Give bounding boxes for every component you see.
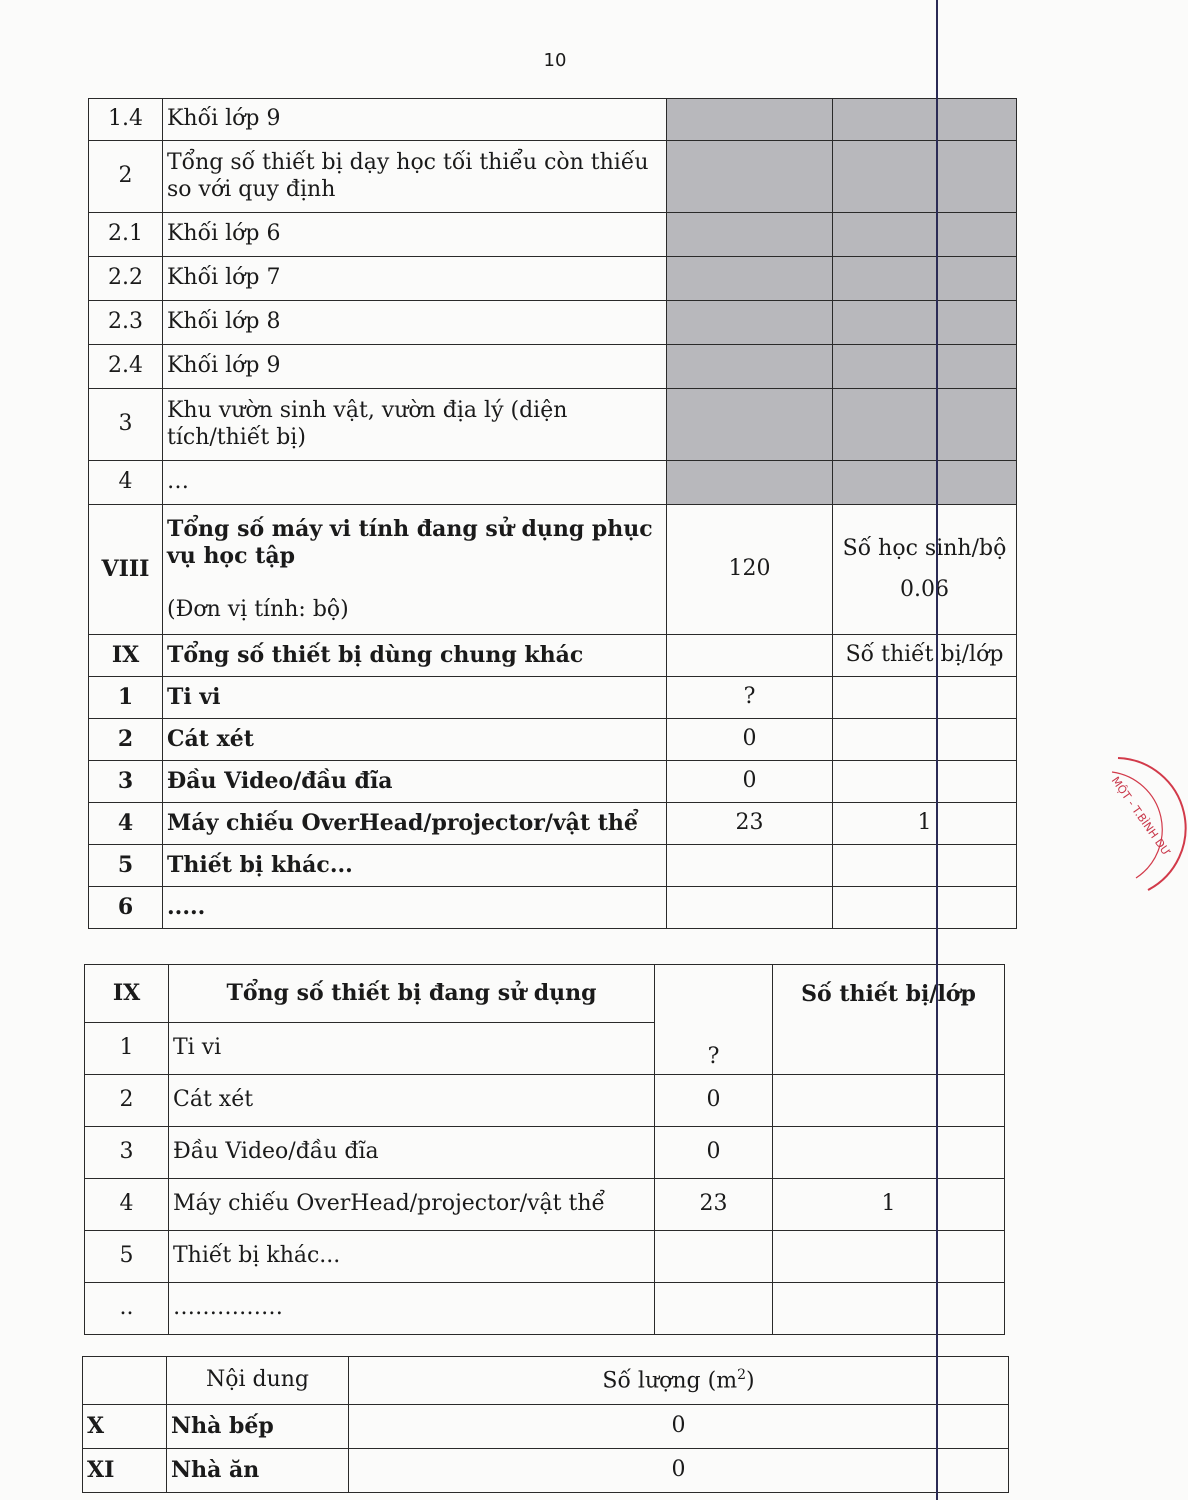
row-per-class — [833, 761, 1017, 803]
row-label: ..... — [163, 887, 667, 929]
row-label: Máy chiếu OverHead/projector/vật thể — [163, 803, 667, 845]
row-label: Đầu Video/đầu đĩa — [169, 1127, 655, 1179]
table-row — [85, 1127, 1005, 1179]
row-label: Đầu Video/đầu đĩa — [163, 761, 667, 803]
shaded-cell — [833, 141, 1017, 213]
row-per-class: 1 — [773, 1179, 1005, 1231]
table-header-row — [83, 1357, 1009, 1405]
section-title: Tổng số thiết bị dùng chung khác — [163, 635, 667, 677]
row-number: 2.1 — [89, 213, 163, 257]
row-number: .. — [85, 1283, 169, 1335]
shaded-cell — [667, 389, 833, 461]
row-label: Khu vườn sinh vật, vườn địa lý (diện tích/thiết bị) — [163, 389, 667, 461]
shaded-cell — [667, 301, 833, 345]
table-header-row — [85, 965, 1005, 1023]
shaded-cell — [667, 461, 833, 505]
row-number: 3 — [89, 389, 163, 461]
row-label: … — [163, 461, 667, 505]
row-qty: 0 — [667, 719, 833, 761]
row-label: Khối lớp 9 — [163, 99, 667, 141]
row-number: 2 — [89, 141, 163, 213]
table-row — [89, 677, 1017, 719]
row-qty: 0 — [655, 1075, 773, 1127]
row-per-class — [833, 677, 1017, 719]
table-row — [83, 1405, 1009, 1449]
row-per-class: 1 — [833, 803, 1017, 845]
shaded-cell — [667, 345, 833, 389]
shaded-cell — [833, 213, 1017, 257]
row-qty: 0 — [655, 1127, 773, 1179]
row-qty: ? — [655, 965, 773, 1075]
table-row — [89, 719, 1017, 761]
row-number: 2.3 — [89, 301, 163, 345]
row-number: 4 — [85, 1179, 169, 1231]
row-number: 1.4 — [89, 99, 163, 141]
row-label: Máy chiếu OverHead/projector/vật thể — [169, 1179, 655, 1231]
row-qty: 23 — [655, 1179, 773, 1231]
row-label: Khối lớp 8 — [163, 301, 667, 345]
row-per-class — [773, 1127, 1005, 1179]
table-row — [89, 887, 1017, 929]
ratio-label: Số học sinh/bộ — [842, 536, 1007, 562]
table-row — [89, 845, 1017, 887]
row-number: 2.2 — [89, 257, 163, 301]
column-header-content: Nội dung — [167, 1357, 349, 1405]
row-per-class — [773, 1231, 1005, 1283]
page-number: 10 — [543, 50, 567, 71]
scan-line — [936, 0, 938, 1500]
row-number: 2 — [85, 1075, 169, 1127]
shaded-cell — [833, 99, 1017, 141]
row-per-class — [833, 719, 1017, 761]
table-row — [89, 461, 1017, 505]
table-kitchen-dining — [82, 1356, 1009, 1493]
empty-cell — [667, 635, 833, 677]
section-number: VIII — [89, 505, 163, 635]
table-row — [89, 213, 1017, 257]
shaded-cell — [833, 389, 1017, 461]
shaded-cell — [833, 345, 1017, 389]
row-number: X — [83, 1405, 167, 1449]
table-row — [85, 1283, 1005, 1335]
row-number: 2.4 — [89, 345, 163, 389]
table-row — [89, 389, 1017, 461]
row-number: 4 — [89, 461, 163, 505]
row-qty: 23 — [667, 803, 833, 845]
table-row — [89, 301, 1017, 345]
row-label: Ti vi — [163, 677, 667, 719]
section-title: Tổng số thiết bị đang sử dụng — [169, 965, 655, 1023]
row-label: Cát xét — [163, 719, 667, 761]
svg-text:MỘT - T.BÌNH DƯ: MỘT - T.BÌNH DƯ — [1108, 774, 1173, 859]
table-equipment-in-use — [84, 964, 1005, 1335]
table-row — [89, 141, 1017, 213]
row-qty: ? — [667, 677, 833, 719]
row-number: 1 — [85, 1023, 169, 1075]
shaded-cell — [833, 461, 1017, 505]
section-title: Tổng số máy vi tính đang sử dụng phục vụ học tập — [167, 515, 653, 570]
row-number: 3 — [85, 1127, 169, 1179]
row-qty — [655, 1283, 773, 1335]
row-number: 2 — [89, 719, 163, 761]
shaded-cell — [667, 257, 833, 301]
row-value: 0 — [349, 1449, 1009, 1493]
row-number: 5 — [89, 845, 163, 887]
section-viii-row — [89, 505, 1017, 635]
shaded-cell — [667, 99, 833, 141]
table-row — [89, 257, 1017, 301]
table-row — [89, 99, 1017, 141]
row-number: 4 — [89, 803, 163, 845]
row-label: Thiết bị khác... — [169, 1231, 655, 1283]
empty-cell — [83, 1357, 167, 1405]
row-label: …………… — [169, 1283, 655, 1335]
shaded-cell — [833, 301, 1017, 345]
row-number: XI — [83, 1449, 167, 1493]
row-label: Thiết bị khác... — [163, 845, 667, 887]
row-value: 0 — [349, 1405, 1009, 1449]
row-number: 3 — [89, 761, 163, 803]
row-per-class — [773, 1075, 1005, 1127]
row-per-class — [773, 1283, 1005, 1335]
row-number: 5 — [85, 1231, 169, 1283]
shaded-cell — [667, 141, 833, 213]
row-label: Ti vi — [169, 1023, 655, 1075]
ratio-cell — [833, 505, 1017, 635]
computer-count: 120 — [667, 505, 833, 635]
column-label: Số thiết bị/lớp — [773, 965, 1005, 1075]
row-number: 1 — [89, 677, 163, 719]
row-qty — [667, 887, 833, 929]
section-unit: (Đơn vị tính: bộ) — [167, 596, 349, 622]
section-ix-row — [89, 635, 1017, 677]
row-per-class — [833, 887, 1017, 929]
section-number: IX — [89, 635, 163, 677]
row-qty — [667, 845, 833, 887]
section-number: IX — [85, 965, 169, 1023]
row-qty — [655, 1231, 773, 1283]
row-label: Khối lớp 7 — [163, 257, 667, 301]
table-row — [89, 345, 1017, 389]
seal-stamp-icon — [1098, 750, 1188, 900]
row-per-class — [833, 845, 1017, 887]
table-equipment-summary — [88, 98, 1017, 929]
table-row — [85, 1075, 1005, 1127]
table-row — [89, 803, 1017, 845]
row-number: 6 — [89, 887, 163, 929]
quantity-label: Số lượng (m — [602, 1367, 738, 1393]
row-label: Nhà ăn — [167, 1449, 349, 1493]
row-label: Cát xét — [169, 1075, 655, 1127]
row-label: Nhà bếp — [167, 1405, 349, 1449]
row-label: Khối lớp 9 — [163, 345, 667, 389]
column-label: Số thiết bị/lớp — [833, 635, 1017, 677]
section-title-cell — [163, 505, 667, 635]
table-row — [83, 1449, 1009, 1493]
row-label: Khối lớp 6 — [163, 213, 667, 257]
quantity-close: ) — [746, 1367, 755, 1393]
row-qty: 0 — [667, 761, 833, 803]
table-row — [89, 761, 1017, 803]
shaded-cell — [833, 257, 1017, 301]
row-label: Tổng số thiết bị dạy học tối thiểu còn thiếu so với quy định — [163, 141, 667, 213]
unit-superscript: 2 — [737, 1366, 746, 1383]
shaded-cell — [667, 213, 833, 257]
ratio-value: 0.06 — [900, 576, 949, 602]
table-row — [85, 1231, 1005, 1283]
table-row — [85, 1179, 1005, 1231]
column-header-quantity — [349, 1357, 1009, 1405]
